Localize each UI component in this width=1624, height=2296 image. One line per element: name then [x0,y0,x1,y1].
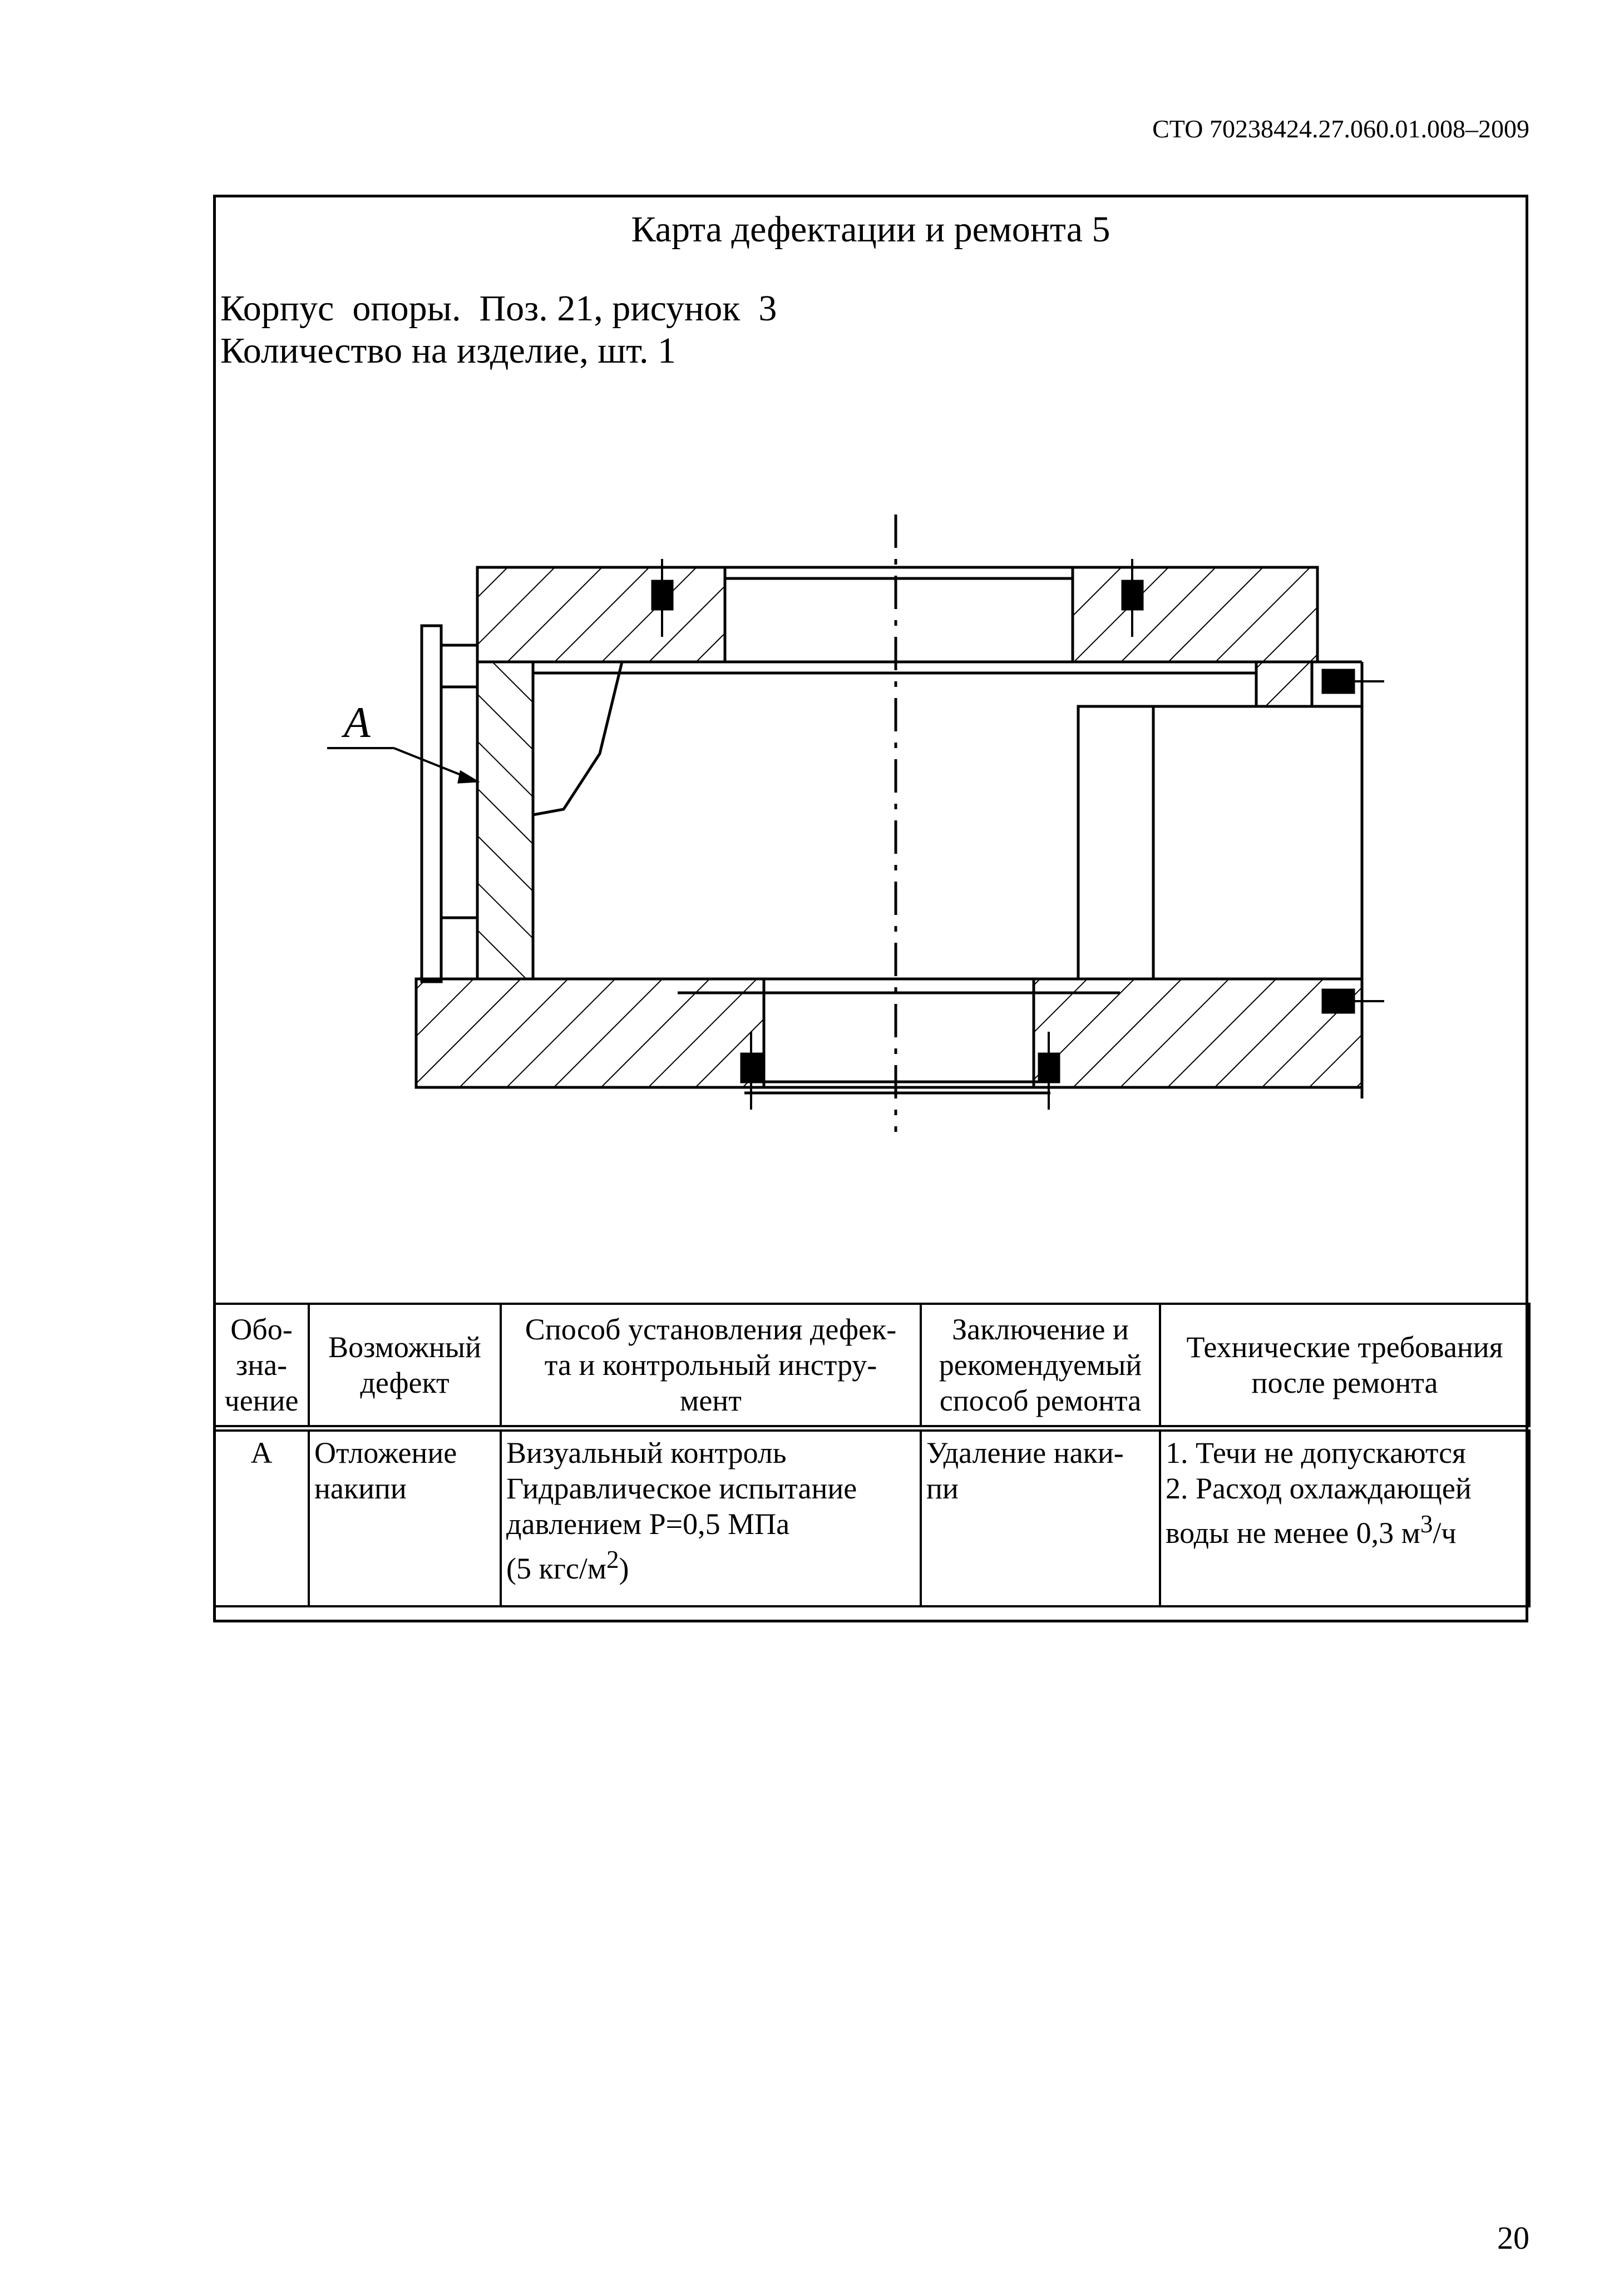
requirement-2: 2. Расход охлаждающей [1166,1472,1472,1505]
right-nozzle-block [1256,662,1312,706]
req3-prefix: воды не менее 0,3 м [1166,1516,1420,1550]
part-description: Корпус опоры. Поз. 21, рисунок 3 [220,288,777,329]
unit-sup: 2 [606,1546,619,1573]
page-number: 20 [1497,2220,1529,2256]
bearing-housing-drawing [216,197,1526,1307]
callout-label: А [344,698,371,746]
cell-requirements [1160,1428,1529,1606]
inner-rib [533,662,622,815]
top-plate-right [1073,567,1317,662]
nozzle-bolt-top [1323,670,1354,692]
col-defect: Возможный дефект [309,1304,501,1428]
cell-method [501,1428,921,1606]
cell-conclusion: Удаление наки- пи [921,1428,1160,1606]
cell-defect: Отложение накипи [309,1428,501,1606]
base-plate-right [1034,979,1362,1087]
unit-prefix: (5 кгс/м [506,1552,607,1585]
method-text: Визуальный контроль Гидравлическое испытание давлением Р=0,5 МПа [506,1436,857,1541]
table-header-row [214,1304,1529,1428]
col-designation: Обо- зна- чение [214,1304,309,1428]
document-code: СТО 70238424.27.060.01.008–2009 [1152,115,1529,143]
defect-table [213,1303,1531,1607]
base-bore [764,993,1034,1087]
requirement-1: 1. Течи не допускаются [1166,1436,1466,1469]
requirement-3 [1166,1506,1524,1551]
unit-suffix: ) [619,1552,629,1585]
base-plate-left [416,979,764,1087]
nozzle-bolt-bottom [1323,990,1354,1012]
left-wall [477,662,533,979]
req3-suffix: /ч [1433,1516,1457,1550]
req3-sup: 3 [1420,1510,1433,1538]
left-flange [422,626,441,982]
quantity-line: Количество на изделие, шт. 1 [220,330,677,371]
defect-card-frame [213,195,1528,1622]
card-title: Карта дефектации и ремонта 5 [631,209,1110,250]
method-pressure-unit [506,1542,915,1586]
col-requirements: Технические требования после ремонта [1160,1304,1529,1428]
drawing-lines [327,514,1384,1132]
col-method: Способ установления дефек- та и контрольный инстру- мент [501,1304,921,1428]
top-plate-left [477,567,725,662]
cell-designation: А [214,1428,309,1606]
col-conclusion: Заключение и рекомендуемый способ ремонта [921,1304,1160,1428]
right-inner-block [1078,706,1153,979]
table-row [214,1428,1529,1606]
